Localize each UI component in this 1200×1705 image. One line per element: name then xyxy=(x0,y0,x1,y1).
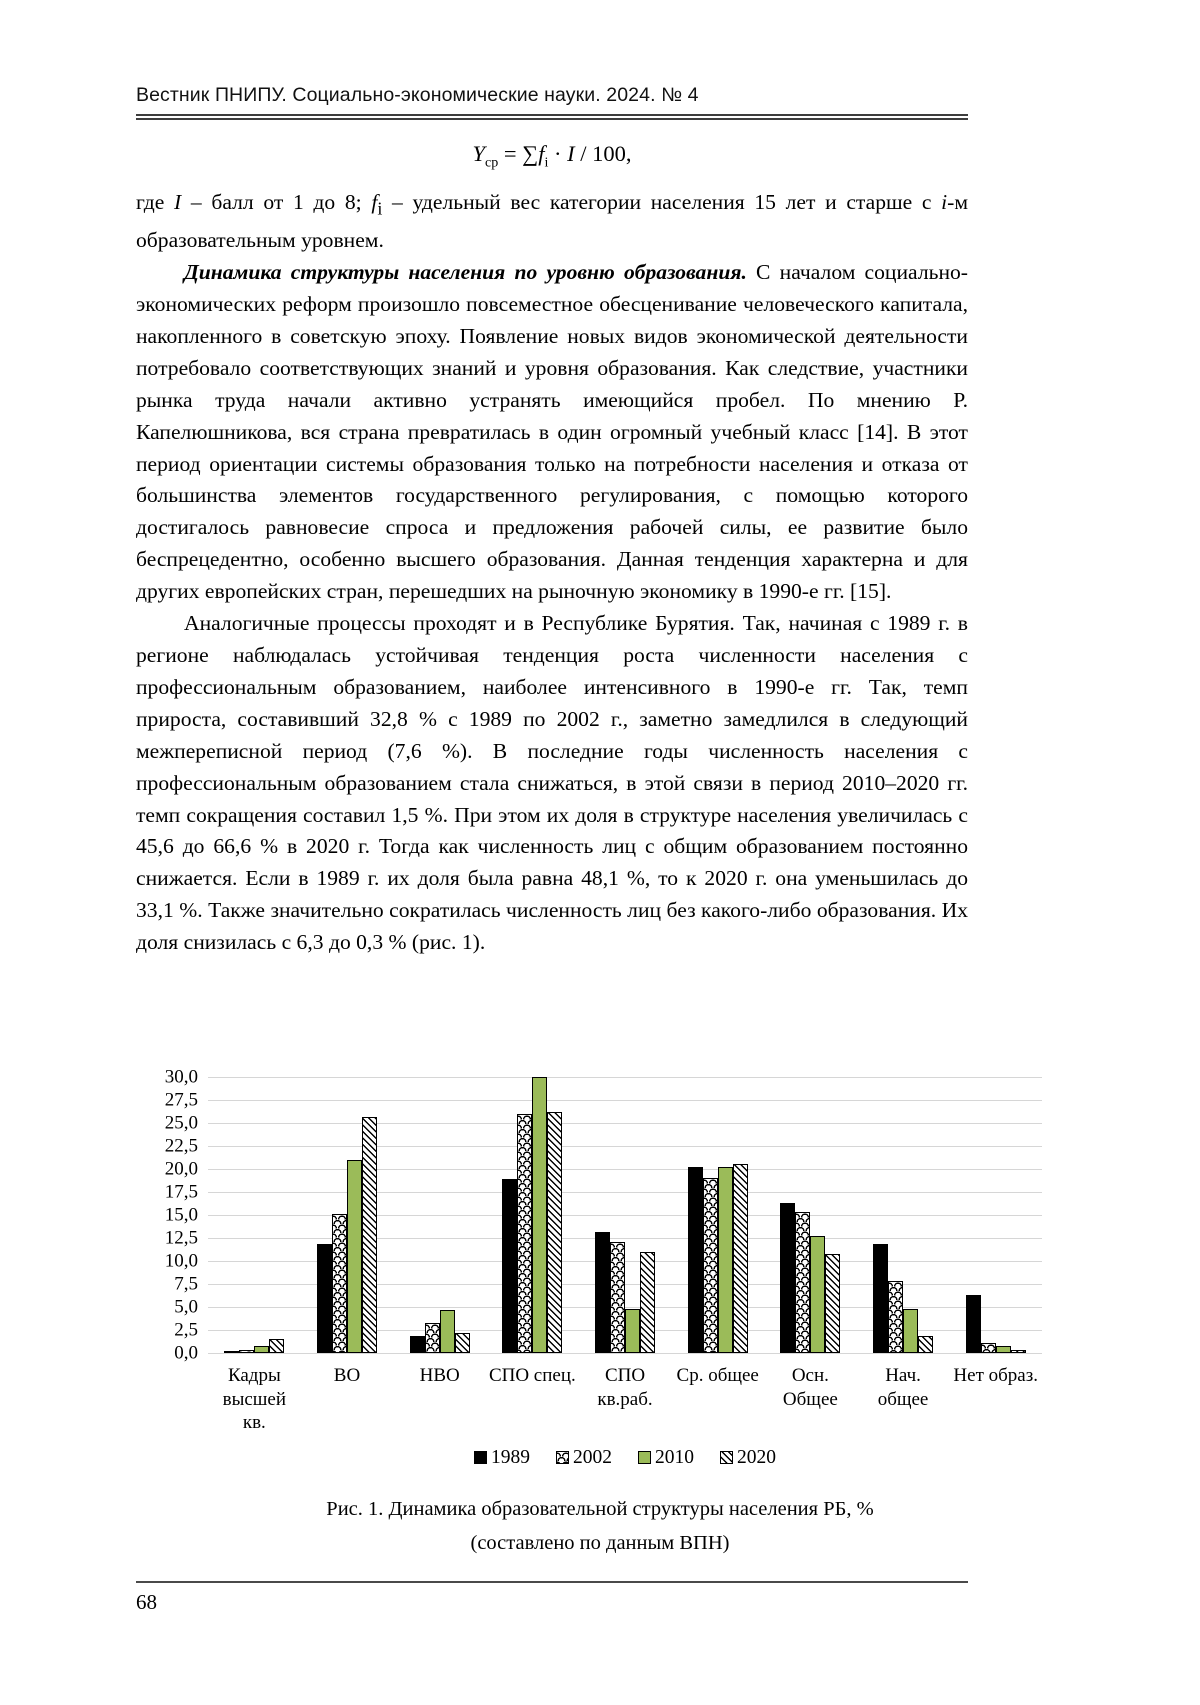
text-run: где xyxy=(136,190,175,214)
bar-groups xyxy=(208,1077,1042,1353)
bar xyxy=(517,1114,532,1353)
bar xyxy=(1011,1350,1026,1353)
y-tick-label: 22,5 xyxy=(164,1135,198,1157)
y-tick-label: 25,0 xyxy=(164,1112,198,1134)
bar xyxy=(780,1203,795,1353)
bar xyxy=(888,1281,903,1353)
x-category-label xyxy=(486,1364,579,1435)
x-category-label-line: Нач. xyxy=(885,1365,921,1386)
y-tick-label: 30,0 xyxy=(164,1066,198,1088)
legend-swatch xyxy=(720,1451,733,1464)
formula-y: Y xyxy=(472,141,485,166)
legend-item xyxy=(556,1447,612,1469)
y-tick-label: 15,0 xyxy=(164,1204,198,1226)
legend-swatch xyxy=(638,1451,651,1464)
x-category-label-line: СПО спец. xyxy=(488,1365,576,1386)
footer-rule xyxy=(136,1581,968,1583)
x-category-label-line: ВО xyxy=(333,1365,361,1386)
formula-y-sub: ср xyxy=(485,155,499,171)
bar-group xyxy=(671,1077,764,1353)
x-category-label xyxy=(301,1364,394,1435)
bar xyxy=(981,1343,996,1353)
figure-caption-line1: Рис. 1. Динамика образовательной структуры населения РБ, % xyxy=(326,1498,874,1520)
bar-group xyxy=(208,1077,301,1353)
bar xyxy=(640,1252,655,1353)
text-run: -м образовательным уровнем. xyxy=(136,190,968,253)
x-category-label-line: общее xyxy=(877,1388,929,1410)
figure-caption xyxy=(0,1492,1200,1560)
bar xyxy=(610,1242,625,1353)
bar xyxy=(317,1244,332,1353)
x-category-label-line: СПО xyxy=(604,1365,646,1386)
legend-label: 2020 xyxy=(737,1446,776,1468)
paragraph-dynamics xyxy=(136,257,968,608)
bar-group xyxy=(393,1077,486,1353)
formula-eq: = xyxy=(498,141,523,166)
y-tick-label: 7,5 xyxy=(174,1273,198,1295)
sum-symbol: ∑ xyxy=(522,141,539,166)
bar xyxy=(347,1160,362,1353)
bar xyxy=(903,1309,918,1353)
bar xyxy=(966,1295,981,1353)
y-tick-label: 0,0 xyxy=(174,1342,198,1364)
x-category-label-line: Нет образ. xyxy=(953,1365,1038,1386)
y-tick-label: 20,0 xyxy=(164,1158,198,1180)
bar xyxy=(718,1167,733,1353)
bar xyxy=(810,1236,825,1353)
bar xyxy=(362,1117,377,1353)
legend-item xyxy=(474,1447,530,1469)
bar xyxy=(425,1323,440,1353)
bar xyxy=(410,1336,425,1353)
bar-group xyxy=(857,1077,950,1353)
formula xyxy=(136,141,968,172)
bar xyxy=(825,1254,840,1353)
bar xyxy=(532,1077,547,1353)
formula-dot: · xyxy=(548,141,568,166)
bar-group xyxy=(301,1077,394,1353)
bar xyxy=(455,1333,470,1353)
bar xyxy=(595,1232,610,1353)
bar-group xyxy=(764,1077,857,1353)
formula-f: f xyxy=(538,141,545,166)
legend-label: 2010 xyxy=(655,1446,694,1468)
x-category-label xyxy=(764,1364,857,1435)
x-category-label xyxy=(579,1364,672,1435)
bar xyxy=(254,1346,269,1353)
formula-f-sub: i xyxy=(544,155,549,171)
bar xyxy=(440,1310,455,1353)
bar xyxy=(795,1212,810,1353)
var-I: I xyxy=(174,190,182,214)
x-category-label xyxy=(208,1364,301,1435)
text-run: – балл от 1 до 8; xyxy=(181,190,372,214)
x-category-label-line: Осн. xyxy=(791,1365,829,1386)
x-category-label xyxy=(393,1364,486,1435)
x-category-label-line: высшей xyxy=(222,1388,287,1410)
y-tick-label: 12,5 xyxy=(164,1227,198,1249)
bar xyxy=(625,1309,640,1353)
body-text xyxy=(136,187,968,959)
figure-caption-line2: (составлено по данным ВПН) xyxy=(470,1532,730,1554)
page-header xyxy=(136,84,968,120)
bar xyxy=(873,1244,888,1353)
legend-swatch xyxy=(474,1451,487,1464)
y-tick-label: 10,0 xyxy=(164,1250,198,1272)
bar-group xyxy=(486,1077,579,1353)
bar xyxy=(547,1112,562,1353)
chart-legend xyxy=(208,1447,1042,1469)
bar xyxy=(918,1336,933,1353)
journal-title: Вестник ПНИПУ. Социально-экономические науки. 2024. № 4 xyxy=(136,84,699,106)
legend-swatch xyxy=(556,1451,569,1464)
paragraph-buryatia: Аналогичные процессы проходят и в Республике Бурятия. Так, начиная с 1989 г. в регионе наблюдалась устойчивая тенденция роста численности населения с профессиональным образованием, наиболее интенсивного в 1990-е гг. Так, темп прироста, составивший 32,8 % с 1989 по 2002 г., заметно замедлился в следующий межпереписной период (7,6 %). В последние годы численность населения с профессиональным образованием стала снижаться, в этой связи в период 2010–2020 гг. темп сокращения составил 1,5 %. При этом их доля в структуре населения увеличилась с 45,6 до 66,6 % в 2020 г. Тогда как численность лиц с общим образованием постоянно снижается. Если в 1989 г. их доля была равна 48,1 %, то к 2020 г. она уменьшилась до 33,1 %. Также значительно сократилась численность лиц без какого-либо образования. Их доля снизилась с 6,3 до 0,3 % (рис. 1). xyxy=(136,611,968,955)
bar xyxy=(733,1164,748,1353)
y-tick-label: 27,5 xyxy=(164,1089,198,1111)
legend-item xyxy=(720,1447,776,1469)
bar xyxy=(996,1346,1011,1353)
var-f: f xyxy=(371,190,378,214)
x-category-label-line: кв.раб. xyxy=(597,1388,653,1410)
y-tick-label: 2,5 xyxy=(174,1319,198,1341)
bar xyxy=(703,1178,718,1353)
x-category-label-line: Общее xyxy=(782,1388,838,1410)
bar xyxy=(332,1214,347,1353)
x-category-label-line: кв. xyxy=(242,1412,266,1433)
y-tick-label: 17,5 xyxy=(164,1181,198,1203)
chart-plot xyxy=(164,1066,1042,1364)
formula-i-var: I xyxy=(567,141,575,166)
run-in-heading: Динамика структуры населения по уровню образования. xyxy=(184,260,747,285)
bar xyxy=(269,1339,284,1353)
x-category-label xyxy=(671,1364,764,1435)
bar-group xyxy=(949,1077,1042,1353)
bar xyxy=(688,1167,703,1353)
x-category-label xyxy=(949,1364,1042,1435)
legend-label: 2002 xyxy=(573,1446,612,1468)
bar xyxy=(502,1179,517,1353)
page-number: 68 xyxy=(136,1590,157,1614)
bar xyxy=(224,1351,239,1353)
legend-item xyxy=(638,1447,694,1469)
bar xyxy=(239,1350,254,1353)
x-category-label-line: Кадры xyxy=(227,1365,281,1386)
x-category-label xyxy=(857,1364,950,1435)
legend-label: 1989 xyxy=(491,1446,530,1468)
y-tick-label: 5,0 xyxy=(174,1296,198,1318)
paragraph-formula-note xyxy=(136,187,968,257)
formula-tail: / 100, xyxy=(574,141,632,166)
chart-x-axis-labels xyxy=(208,1364,1042,1435)
var-i: i xyxy=(941,190,948,214)
bar-group xyxy=(579,1077,672,1353)
text-run: – удельный вес категории населения 15 лет и старше с xyxy=(382,190,942,214)
figure-1-chart xyxy=(146,1066,1042,1469)
header-double-rule xyxy=(136,114,968,120)
x-category-label-line: НВО xyxy=(419,1365,460,1386)
x-category-label-line: Ср. общее xyxy=(676,1365,759,1386)
text-run: С началом социально-экономических реформ произошло повсеместное обесценивание человеческого капитала, накопленного в советскую эпоху. Появление новых видов экономической деятельности потребовало соответствующих знаний и уровня образования. Как следствие, участники рынка труда начали активно устранять имеющийся пробел. По мнению Р. Капелюшникова, вся страна превратилась в один огромный учебный класс [14]. В этот период ориентации системы образования только на потребности населения и отказа от большинства элементов государственного регулирования, с помощью которого достигалось равновесие спроса и предложения рабочей силы, ее развитие было беспрецедентно, особенно высшего образования. Данная тенденция характерна и для других европейских стран, перешедших на рыночную экономику в 1990-е гг. [15]. xyxy=(136,260,968,604)
var-f-sub: i xyxy=(377,198,383,219)
